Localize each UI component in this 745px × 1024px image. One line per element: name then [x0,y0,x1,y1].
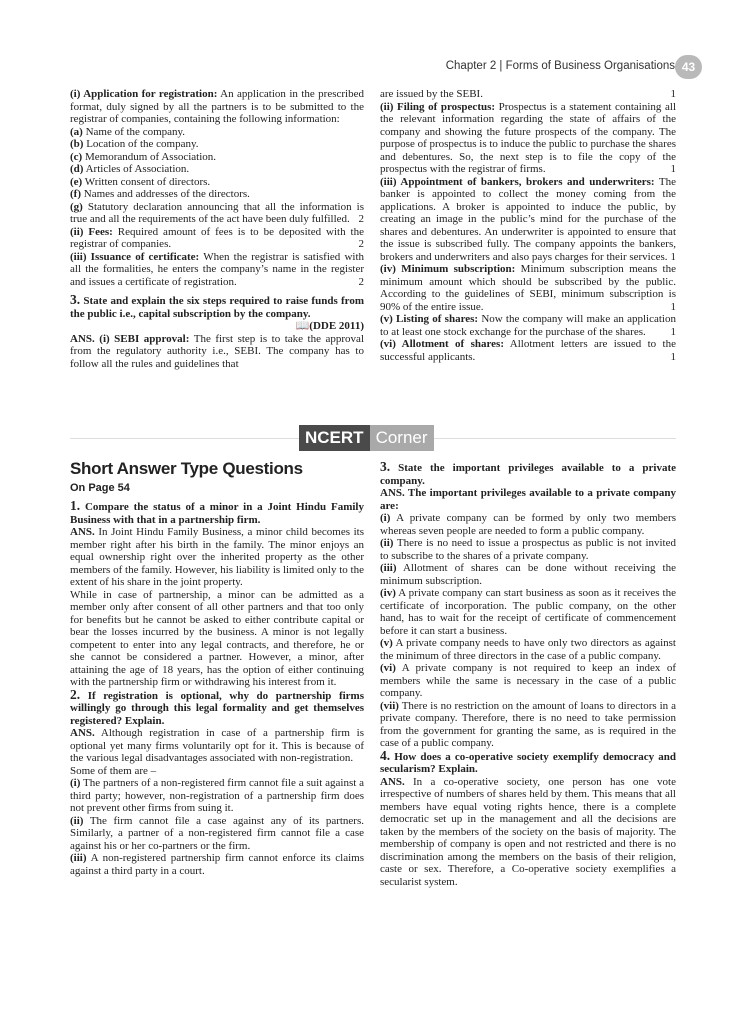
banner-part-2: Corner [370,425,434,451]
question-4 [380,747,676,776]
continuation-text: are issued by the SEBI. [380,88,483,100]
item-key: (c) [70,150,83,163]
step-text: Prospectus is a statement containing all the relevant information regarding the state of affairs of the company and showing the future prospects of the company. The purpose of prospectus is to induce the public to purchase the shares and debentures. So, the next step is to file the copy of the prospectus with the registrar of firms. [380,100,677,175]
registration-label: (i) Application for registration: [70,88,218,100]
step-label: (ii) Filing of prospectus: [380,100,496,113]
answer-text: While in case of partnership, a minor can be admitted as a member only after consent of all other partners and that too only for benefits but he cannot be asked to either contribute capital or bear the losses incurred by the business. A minor is not legally competent to enter into any legal contracts, and therefore, he or she cannot be considered a partner. However, a minor, after attaining the age of 18 years, has the option of either continuing with the partnership firm or withdrawing his interest from it. [70,588,364,688]
step-text: The banker is appointed to collect the money coming from the applications. A broker is appointed to induce the public, by creating an image in the public’s mind for the purchase of the shares and debentures. An underwriter is appointed to ensure that the issue is subscribed fully. The company appoints the bankers, brokers and underwriters and also pays charges for their services. [380,175,676,263]
item-key: (iii) [70,852,87,864]
item-key: (ii) [380,537,394,549]
answer-text: Some of them are – [70,764,157,777]
item-text: Allotment of shares can be done without receiving the minimum subscription. [380,562,676,587]
item-text: The firm cannot file a case against any of its partners. Similarly, a partner of a non-registered firm cannot file a case against his or her co-partners or the firm. [70,814,364,852]
question-text: How does a co-operative society exemplify democracy and secularism? Explain. [380,750,676,775]
question-text: Compare the status of a minor in a Joint Hindu Family Business with that in a partnership firm. [70,501,364,526]
question-1 [70,500,364,526]
question-2 [70,686,364,728]
answer-text: In Joint Hindu Family Business, a minor child becomes its member right after his birth in the family. The minor enjoys an equal ownership right over the inherited property as the other members of the family. However, his liability is limited only to the extent of his share in the joint property. [70,526,364,588]
question-number: 1. [70,498,81,513]
answer-paragraph [380,776,676,889]
right-bottom-column [380,461,676,888]
fees-text: Required amount of fees is to be deposited with the registrar of companies. [70,225,364,250]
item-text: Articles of Association. [83,163,190,175]
answer-sublabel: (i) SEBI approval: [94,332,190,345]
answer-paragraph [70,526,364,589]
info-item [70,163,364,176]
item-key: (g) [70,200,83,213]
registration-paragraph [70,88,364,126]
privilege-item [380,562,676,587]
item-text: Location of the company. [83,138,199,150]
question-text: State the important privileges available to a private company. [380,462,676,487]
subscription-paragraph [380,263,676,313]
item-key: (vii) [380,699,399,712]
marks: 1 [670,300,676,313]
allotment-paragraph [380,338,676,363]
answer-paragraph [70,333,364,371]
marks: 2 [358,213,364,225]
item-text: Written consent of directors. [82,175,211,188]
privilege-item [380,700,676,750]
marks: 2 [358,275,364,288]
on-page-label: On Page 54 [70,481,130,494]
answer-paragraph [70,589,364,689]
privilege-item [380,537,676,562]
item-key: (vi) [380,662,396,674]
item-text: A private company can be formed by only two members whereas seven people are needed to form a public company. [380,512,676,537]
answer-text: Although registration in case of a partnership firm is optional yet many firms voluntarily opt for it. This is because of the various legal disadvantages associated with non-registration. [70,727,364,764]
section-heading: Short Answer Type Questions [70,459,303,478]
banner-part-1: NCERT [299,425,370,451]
info-item [70,188,364,201]
left-top-column [70,88,364,370]
item-key: (f) [70,188,81,200]
question-number: 2. [70,686,81,702]
reference-text: (DDE 2011) [309,320,364,332]
item-text: Memorandum of Association. [82,150,217,163]
item-key: (e) [70,175,83,188]
answer-text: In a co-operative society, one person has one vote irrespective of numbers of shares held by them. This means that all members have equal voting rights hence, there is a complete democratic set up in the management and all the decisions are taken by the members of the society on the basis of majority. The membership of company is open and not restricted and there is no discrimination among the members on the basis of their religion, caste or sex. Therefore, a Co-operative society exemplifies a secularist system. [380,775,676,888]
marks: 1 [670,350,676,363]
item-key: (d) [70,163,84,175]
info-item [70,138,364,151]
step-text: Minimum subscription means the minimum amount which should be subscribed by the public. According to the guidelines of SEBI, minimum subscription is 90% of the entire issue. [380,263,676,313]
privilege-item [380,662,676,700]
answer-label: ANS. [380,775,405,788]
registration-text: An application in the prescribed format, duly signed by all the partners is to be submitted to the registrar of companies, containing the following information: [70,88,364,125]
item-text: Name of the company. [82,125,186,138]
step-label: (iii) Appointment of bankers, brokers and underwriters: [380,175,655,188]
answer-item [70,852,364,877]
certificate-label: (iii) Issuance of certificate: [70,250,200,263]
ncert-corner-banner [299,425,434,451]
answer-label: ANS. [70,526,95,538]
chapter-header: Chapter 2 | Forms of Business Organisations [445,60,675,72]
marks: 2 [358,238,364,250]
privilege-item [380,512,676,537]
step-text: Allotment letters are issued to the successful applicants. [380,338,676,363]
item-key: (i) [380,512,391,524]
step-label: (v) Listing of shares: [380,313,479,325]
answer-label: ANS. [70,727,95,739]
question-text: State and explain the six steps required to raise funds from the public i.e., capital subscription by the company. [70,295,364,320]
item-text: There is no restriction on the amount of loans to directors in a private company. Therefore, there is no need to take permission from the government for granting the same, as is required in the case of a public company. [380,699,676,749]
page-number: 43 [675,55,702,79]
answer-item [70,815,364,853]
info-item [70,176,364,189]
listing-paragraph [380,313,676,338]
certificate-paragraph [70,251,364,289]
item-key: (iii) [380,562,397,574]
item-key: (i) [70,777,81,789]
item-key: (iv) [380,587,396,599]
certificate-text: When the registrar is satisfied with all the formalities, he enters the company’s name in the register and issues a certificate of registration. [70,250,364,288]
item-text: Statutory declaration announcing that all the information is true and all the requirements of the act have been duly fulfilled. [70,200,364,225]
book-icon: 📖 [295,320,310,332]
marks: 1 [670,88,676,100]
privilege-item [380,637,676,662]
marks: 1 [670,250,676,263]
info-item [70,151,364,164]
item-text: A private company is not required to keep an index of members while the same is necessary in the case of a public company. [380,662,676,699]
step-text: Now the company will make an application to at least one stock exchange for the purchase of the shares. [380,313,676,338]
prospectus-paragraph [380,101,676,176]
step-label: (vi) Allotment of shares: [380,338,504,350]
question-number: 3. [380,459,391,474]
item-key: (ii) [70,814,84,827]
answer-intro: ANS. The important privileges available to a private company are: [380,487,676,512]
step-label: (iv) Minimum subscription: [380,263,516,275]
answer-item [70,777,364,815]
question-3 [380,461,676,487]
item-text: A non-registered partnership firm cannot enforce its claims against a third party in a court. [70,852,364,877]
bankers-paragraph [380,176,676,264]
item-text: A private company needs to have only two directors as against the minimum of three directors in the case of a public company. [380,637,676,662]
question-text: If registration is optional, why do partnership firms willingly go through this legal formality and get themselves registered? Explain. [70,689,364,727]
item-text: Names and addresses of the directors. [81,188,250,200]
left-bottom-column [70,459,364,877]
privilege-item [380,587,676,637]
fees-label: (ii) Fees: [70,225,113,238]
answer-paragraph [70,727,364,765]
item-key: (v) [380,637,393,649]
question-number: 3. [70,292,81,307]
question-3 [70,294,364,320]
item-key: (b) [70,138,84,150]
fees-paragraph [70,226,364,251]
question-number: 4. [380,747,391,763]
item-text: There is no need to issue a prospectus as public is not invited to subscribe to the shares of a private company. [380,537,676,562]
continuation-line [380,88,676,101]
statutory-item [70,201,364,226]
marks: 1 [670,163,676,175]
marks: 1 [670,325,676,338]
item-text: The partners of a non-registered firm cannot file a suit against a third party; however, non-registration of a partnership firm does not prevent other firms from suing it. [70,777,364,814]
item-key: (a) [70,125,83,138]
question-reference [70,320,364,333]
answer-text: The first step is to take the approval from the regulatory authority i.e., SEBI. The company has to follow all the rules and guidelines that [70,332,364,370]
answer-label: ANS. [70,332,95,345]
info-item [70,126,364,139]
right-top-column [380,88,676,363]
item-text: A private company can start business as soon as it receives the certificate of incorporation. The public company, on the other hand, has to wait for the receipt of certificate of commencement before it can start a business. [380,587,676,637]
